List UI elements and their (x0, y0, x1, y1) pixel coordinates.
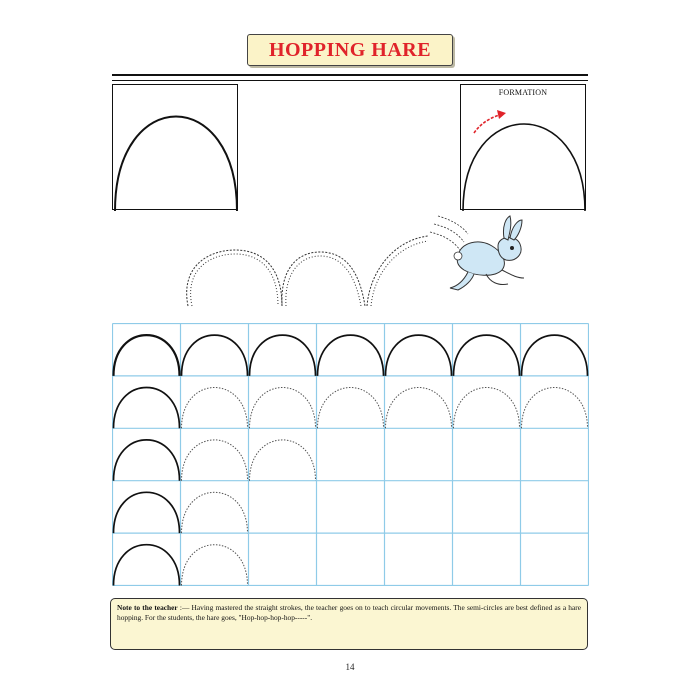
arch-solid (182, 335, 248, 376)
arch-solid (454, 335, 520, 376)
teacher-note-text: :— Having mastered the straight strokes, the teacher goes on to teach circular movements. The semi-circles are best defined as a hare hopping. For the students, the hare goes, "Hop-hop-hop-hop-----". (117, 603, 581, 622)
arch-solid (318, 335, 384, 376)
header-rule-thick (112, 74, 588, 76)
arch-dotted (318, 388, 384, 429)
hop-trail (170, 210, 440, 310)
page-number: 14 (345, 662, 355, 672)
arch-solid (114, 440, 180, 481)
teacher-note (110, 598, 588, 650)
arch-solid (114, 335, 180, 376)
arch-dotted (454, 388, 520, 429)
hopping-hare-illustration (428, 212, 534, 298)
arch-dotted (182, 492, 248, 533)
arch-solid (386, 335, 452, 376)
formation-arch (461, 85, 587, 211)
arch-dotted (182, 440, 248, 481)
arch-solid (114, 545, 180, 586)
teacher-note-label: Note to the teacher (117, 603, 178, 612)
arch-dotted (250, 440, 316, 481)
arch-solid (114, 388, 180, 429)
arch-dotted (182, 545, 248, 586)
model-arch (113, 85, 239, 211)
formation-box (460, 84, 586, 210)
page-title: HOPPING HARE (268, 38, 432, 61)
arch-dotted (250, 388, 316, 429)
arch-solid (114, 492, 180, 533)
arch-dotted (522, 388, 588, 429)
arch-dotted (386, 388, 452, 429)
practice-grid (112, 323, 589, 586)
title-banner (247, 34, 453, 66)
header-rule-thin (112, 80, 588, 81)
arch-dotted (182, 388, 248, 429)
formation-label: FORMATION (498, 88, 548, 97)
model-arch-box (112, 84, 238, 210)
arch-solid (522, 335, 588, 376)
arch-solid (250, 335, 316, 376)
